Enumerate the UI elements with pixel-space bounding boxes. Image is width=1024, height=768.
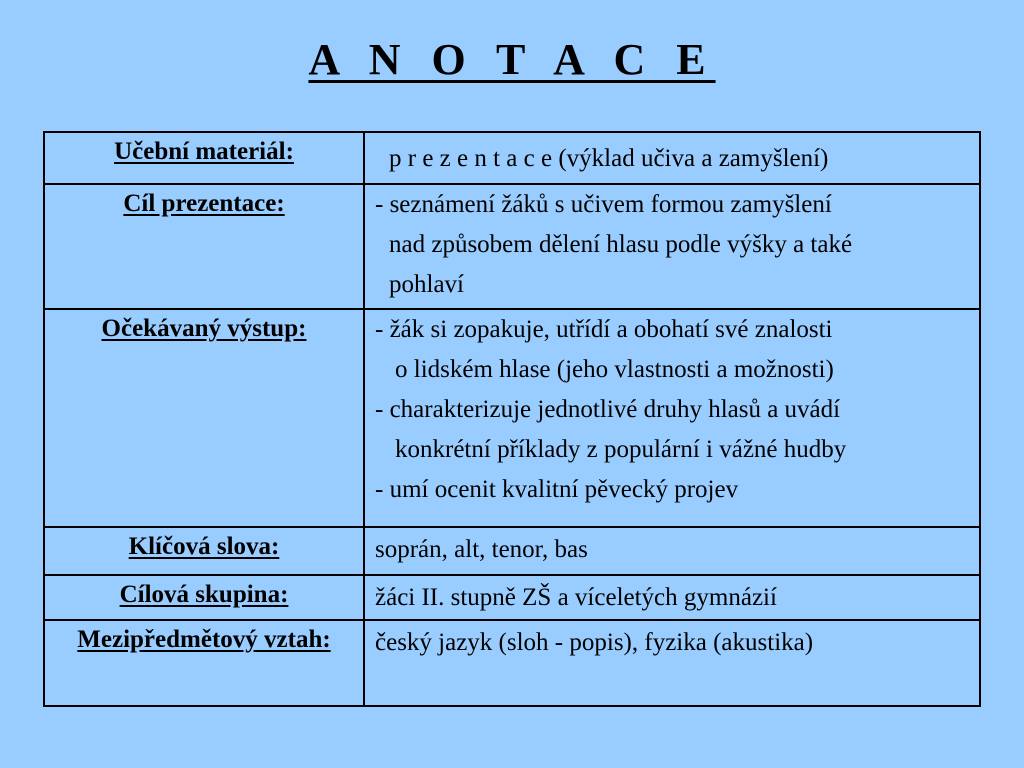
row-value-cell xyxy=(364,309,980,527)
table-row-target-group xyxy=(44,575,980,620)
row-label-cell xyxy=(44,132,364,184)
row-label: Mezipředmětový vztah: xyxy=(77,626,331,653)
value-line: - charakterizuje jednotlivé druhy hlasů a uvádí xyxy=(375,396,841,423)
row-label: Očekávaný výstup: xyxy=(101,315,307,342)
row-label: Klíčová slova: xyxy=(128,533,280,560)
row-value-cell xyxy=(364,132,980,184)
table-row-cross-curricular xyxy=(44,620,980,706)
annotation-table xyxy=(43,131,981,707)
value-line: český jazyk (sloh - popis), fyzika (akustika) xyxy=(375,629,814,656)
row-label-cell xyxy=(44,620,364,706)
row-label: Cílová skupina: xyxy=(119,581,289,608)
row-label-cell xyxy=(44,184,364,309)
value-line: - žák si zopakuje, utřídí a obohatí své znalosti xyxy=(375,316,833,343)
table-row-keywords xyxy=(44,527,980,575)
table-row-presentation-goal xyxy=(44,184,980,309)
row-label-cell xyxy=(44,309,364,527)
value-line: p r e z e n t a c e (výklad učiva a zamyšlení) xyxy=(389,145,829,172)
page-title xyxy=(0,32,1024,88)
row-value-cell xyxy=(364,575,980,620)
row-value-cell xyxy=(364,184,980,309)
row-value-cell xyxy=(364,620,980,706)
value-line: nad způsobem dělení hlasu podle výšky a také xyxy=(389,231,853,258)
value-line: soprán, alt, tenor, bas xyxy=(375,536,588,563)
row-label-cell xyxy=(44,575,364,620)
value-line: žáci II. stupně ZŠ a víceletých gymnázií xyxy=(375,584,777,611)
row-label-cell xyxy=(44,527,364,575)
value-line: konkrétní příklady z populární i vážné hudby xyxy=(395,436,847,463)
table-row-teaching-material xyxy=(44,132,980,184)
row-value-cell xyxy=(364,527,980,575)
value-line: - seznámení žáků s učivem formou zamyšlení xyxy=(375,191,832,218)
page-title-text: A N O T A C E xyxy=(308,35,716,84)
value-line: pohlaví xyxy=(389,271,464,298)
row-label: Cíl prezentace: xyxy=(123,190,285,217)
table-row-expected-outcome xyxy=(44,309,980,527)
value-line: - umí ocenit kvalitní pěvecký projev xyxy=(375,476,739,503)
row-label: Učební materiál: xyxy=(114,138,294,165)
value-line: o lidském hlase (jeho vlastnosti a možnosti) xyxy=(395,356,834,383)
